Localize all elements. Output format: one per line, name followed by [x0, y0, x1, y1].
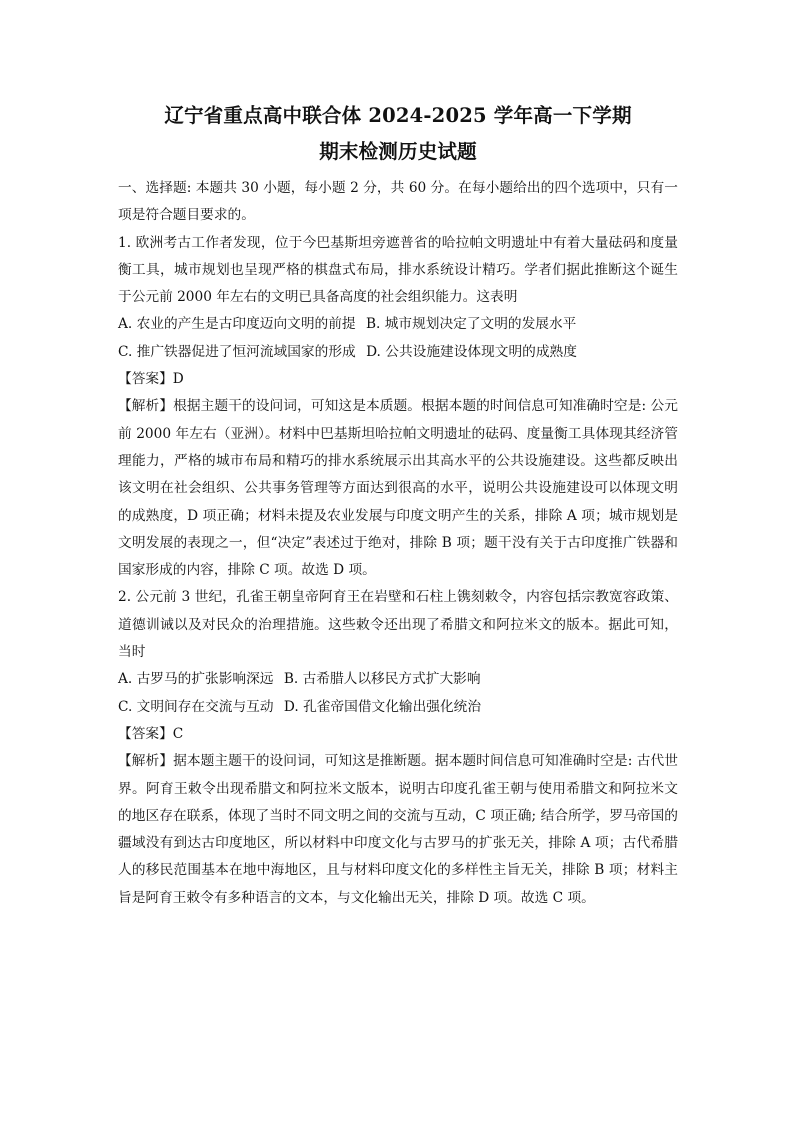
question-2	[118, 584, 678, 912]
option-c: C. 推广铁器促进了恒河流域国家的形成	[118, 343, 356, 360]
answer: 【答案】D	[118, 371, 184, 388]
answer: 【答案】C	[118, 725, 184, 742]
option-c: C. 文明间存在交流与互动	[118, 698, 274, 715]
option-b: B. 城市规划决定了文明的发展水平	[365, 316, 577, 333]
option-row	[118, 694, 678, 721]
exam-page	[118, 98, 678, 912]
document-subtitle: 期末检测历史试题	[319, 140, 477, 163]
analysis: 【解析】根据主题干的设问词，可知这是本质题。根据本题的时间信息可知准确时空是: 公元前 2000 年左右（亚洲）。材料中巴基斯坦哈拉帕文明遗址的砝码、度量衡工具体现其经济管理能力，严格的城市布局和精巧的排水系统展示出其高水平的公共设施建设。这些都反映出该文明在社会组织、公共事务管理等方面达到很高的水平，说明公共设施建设可以体现文明的成熟度，D 项正确；材料未提及农业发展与印度文明产生的关系，排除 A 项；城市规划是文明发展的表现之一，但“决定”表述过于绝对，排除 B 项；题干没有关于古印度推广铁器和国家形成的内容，排除 C 项。故选 D 项。	[118, 398, 678, 579]
option-a: A. 农业的产生是古印度迈向文明的前提	[118, 316, 356, 333]
option-d: D. 公共设施建设体现文明的成熟度	[366, 343, 577, 360]
option-d: D. 孔雀帝国借文化输出强化统治	[283, 698, 482, 715]
question-stem: 1. 欧洲考古工作者发现，位于今巴基斯坦旁遮普省的哈拉帕文明遗址中有着大量砝码和度量衡工具，城市规划也呈现严格的棋盘式布局，排水系统设计精巧。学者们据此推断这个诞生于公元前 2000 年左右的文明已具备高度的社会组织能力。这表明	[118, 234, 678, 306]
question-1	[118, 230, 678, 585]
document-title: 辽宁省重点高中联合体 2024-2025 学年高一下学期	[164, 104, 632, 127]
question-stem: 2. 公元前 3 世纪，孔雀王朝皇帝阿育王在岩壁和石柱上镌刻敕令，内容包括宗教宽容政策、道德训诫以及对民众的治理措施。这些敕令还出现了希腊文和阿拉米文的版本。据此可知，当时	[118, 589, 678, 661]
option-b: B. 古希腊人以移民方式扩大影响	[283, 671, 481, 688]
option-row	[118, 666, 678, 693]
option-row	[118, 339, 678, 366]
analysis: 【解析】据本题主题干的设问词，可知这是推断题。据本题时间信息可知准确时空是: 古代世界。阿育王敕令出现希腊文和阿拉米文版本，说明古印度孔雀王朝与使用希腊文和阿拉米文的地区存在联系，体现了当时不同文明之间的交流与互动，C 项正确; 结合所学，罗马帝国的疆域没有到达古印度地区，所以材料中印度文化与古罗马的扩张无关，排除 A 项；古代希腊人的移民范围基本在地中海地区，且与材料印度文化的多样性主旨无关，排除 B 项；材料主旨是阿育王敕令有多种语言的文本，与文化输出无关，排除 D 项。故选 C 项。	[118, 753, 678, 906]
option-a: A. 古罗马的扩张影响深远	[118, 671, 274, 688]
option-row	[118, 311, 678, 338]
section-instructions: 一、选择题: 本题共 30 小题，每小题 2 分，共 60 分。在每小题给出的四个选项中，只有一项是符合题目要求的。	[118, 180, 678, 224]
